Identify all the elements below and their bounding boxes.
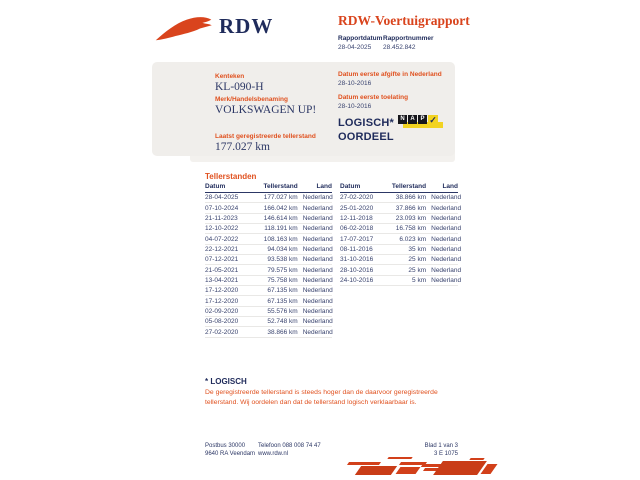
table-row [205, 317, 332, 327]
date-cell: 25-01-2020 [340, 204, 374, 212]
table-row [205, 307, 332, 317]
land-cell: Nederland [302, 307, 333, 315]
land-cell: Nederland [302, 214, 333, 222]
nap-logo [398, 115, 446, 133]
eerste-afgifte-value: 28-10-2016 [338, 80, 372, 87]
stripe [355, 466, 397, 475]
km-cell: 108.163 km [263, 235, 298, 243]
date-cell: 04-07-2022 [205, 235, 239, 243]
col-header-tellerstand: Tellerstand [263, 183, 298, 190]
table-row [340, 214, 462, 224]
stripe [396, 467, 421, 474]
table-row [205, 224, 332, 234]
land-cell: Nederland [302, 287, 333, 295]
km-cell: 6.023 km [399, 235, 427, 243]
report-number-value: 28.452.842 [383, 44, 416, 51]
nap-check-icon: ✓ [429, 115, 437, 125]
km-cell: 67.135 km [267, 297, 298, 305]
date-cell: 17-12-2020 [205, 287, 239, 295]
merk-label: Merk/Handelsbenaming [215, 96, 288, 103]
table-row [205, 193, 332, 203]
km-cell: 38.866 km [395, 194, 427, 202]
km-cell: 79.575 km [267, 266, 298, 274]
date-cell: 07-12-2021 [205, 256, 239, 264]
footer-form-code: 3 E 1075 [433, 451, 458, 457]
nap-letter-a: A [408, 115, 417, 124]
date-cell: 28-04-2025 [205, 194, 239, 202]
km-cell: 166.042 km [263, 204, 298, 212]
date-cell: 27-02-2020 [205, 328, 239, 336]
date-cell: 31-10-2016 [340, 256, 374, 264]
land-cell: Nederland [302, 225, 333, 233]
land-cell: Nederland [431, 204, 462, 212]
table-row [340, 234, 462, 244]
land-cell: Nederland [302, 204, 333, 212]
km-cell: 146.614 km [263, 214, 298, 222]
km-cell: 25 km [408, 266, 427, 274]
land-cell: Nederland [302, 318, 333, 326]
land-cell: Nederland [302, 256, 333, 264]
table-row [205, 203, 332, 213]
nap-letter-n: N [398, 115, 407, 124]
land-cell: Nederland [431, 225, 462, 233]
table-row [205, 245, 332, 255]
col-header-datum: Datum [205, 183, 226, 190]
table-header-row [340, 183, 458, 193]
eerste-toelating-label: Datum eerste toelating [338, 94, 409, 101]
date-cell: 12-10-2022 [205, 225, 239, 233]
stripe [433, 461, 487, 475]
km-cell: 52.748 km [267, 318, 298, 326]
land-cell: Nederland [431, 194, 462, 202]
land-cell: Nederland [302, 297, 333, 305]
tellerstand-table-left [205, 183, 332, 338]
table-row [205, 276, 332, 286]
eerste-afgifte-label: Datum eerste afgifte in Nederland [338, 71, 442, 78]
table-row [205, 265, 332, 275]
stripe [387, 457, 412, 459]
footer-wing-graphic [338, 452, 640, 480]
land-cell: Nederland [302, 235, 333, 243]
land-cell: Nederland [431, 256, 462, 264]
date-cell: 27-02-2020 [340, 194, 374, 202]
land-cell: Nederland [431, 266, 462, 274]
nap-letter-p: P [418, 115, 427, 124]
land-cell: Nederland [302, 328, 333, 336]
date-cell: 17-12-2020 [205, 297, 239, 305]
land-cell: Nederland [302, 245, 333, 253]
table-body [340, 193, 462, 286]
table-row [205, 286, 332, 296]
land-cell: Nederland [431, 245, 462, 253]
km-cell: 38.866 km [267, 328, 298, 336]
table-row [205, 234, 332, 244]
km-cell: 118.191 km [264, 225, 298, 233]
table-body [205, 193, 332, 338]
date-cell: 06-02-2018 [340, 225, 374, 233]
km-cell: 5 km [412, 276, 427, 284]
footer-address [205, 442, 255, 458]
date-cell: 28-10-2016 [340, 266, 374, 274]
land-cell: Nederland [302, 194, 333, 202]
date-cell: 02-09-2020 [205, 307, 239, 315]
km-cell: 75.758 km [267, 276, 298, 284]
tellerstand-table-right [340, 183, 462, 286]
date-cell: 22-12-2021 [205, 245, 239, 253]
oordeel-line2: OORDEEL [338, 131, 394, 143]
oordeel-line1: LOGISCH* [338, 117, 394, 129]
km-cell: 16.758 km [395, 225, 427, 233]
rdw-logo [153, 13, 273, 45]
date-cell: 12-11-2018 [340, 214, 373, 222]
vehicle-info-box [152, 62, 455, 156]
footer-address-line1: Postbus 30000 [205, 443, 246, 449]
table-row [205, 214, 332, 224]
land-cell: Nederland [431, 235, 462, 243]
merk-value: VOLKSWAGEN UP! [215, 104, 317, 116]
logisch-heading: * LOGISCH [205, 377, 247, 386]
footer-contact [258, 442, 321, 458]
table-row [340, 276, 462, 286]
date-cell: 08-11-2016 [340, 245, 373, 253]
col-header-land: Land [316, 183, 332, 190]
date-cell: 07-10-2024 [205, 204, 239, 212]
date-cell: 21-11-2023 [205, 214, 238, 222]
rdw-wing-icon [153, 13, 215, 45]
km-cell: 177.027 km [263, 194, 298, 202]
table-row [340, 265, 462, 275]
footer-phone: Telefoon 088 008 74 47 [258, 443, 321, 449]
logisch-text: De geregistreerde tellerstand is steeds hoger dan de daarvoor geregistreerde tellerstand. Wij oordelen dan dat de tellerstand logisch verklaarbaar is. [205, 389, 438, 406]
rdw-logo-text: RDW [219, 13, 274, 38]
table-header-row [205, 183, 332, 193]
km-cell: 93.538 km [267, 256, 298, 264]
date-cell: 24-10-2016 [340, 276, 374, 284]
land-cell: Nederland [431, 276, 462, 284]
report-date-label: Rapportdatum [338, 35, 383, 42]
land-cell: Nederland [431, 214, 462, 222]
table-row [340, 193, 462, 203]
report-number-label: Rapportnummer [383, 35, 434, 42]
land-cell: Nederland [302, 276, 333, 284]
km-cell: 35 km [408, 245, 427, 253]
eerste-toelating-value: 28-10-2016 [338, 103, 372, 110]
stripe [469, 458, 484, 460]
stripe [347, 462, 381, 465]
date-cell: 21-05-2021 [205, 266, 239, 274]
report-date-value: 28-04-2025 [338, 44, 372, 51]
table-row [205, 296, 332, 306]
km-cell: 23.093 km [395, 214, 427, 222]
table-row [340, 203, 462, 213]
footer-address-line2: 9640 RA Veendam [205, 451, 256, 457]
col-header-land: Land [442, 183, 458, 190]
report-title: RDW-Voertuigrapport [338, 13, 470, 28]
kenteken-label: Kenteken [215, 73, 245, 80]
table-row [340, 245, 462, 255]
table-row [205, 327, 332, 337]
km-cell: 94.034 km [267, 245, 298, 253]
table-row [340, 255, 462, 265]
col-header-tellerstand: Tellerstand [391, 183, 427, 190]
km-cell: 55.576 km [267, 307, 298, 315]
kenteken-value: KL-090-H [215, 81, 264, 93]
km-cell: 67.135 km [267, 287, 298, 295]
footer-page-number: Blad 1 van 3 [424, 443, 458, 449]
footer-website[interactable]: www.rdw.nl [258, 451, 289, 457]
tellerstanden-heading: Tellerstanden [205, 172, 257, 181]
table-row [205, 255, 332, 265]
table-row [340, 224, 462, 234]
date-cell: 05-08-2020 [205, 318, 239, 326]
date-cell: 17-07-2017 [340, 235, 374, 243]
land-cell: Nederland [302, 266, 333, 274]
laatste-tellerstand-label: Laatst geregistreerde tellerstand [215, 133, 316, 140]
km-cell: 37.866 km [395, 204, 427, 212]
km-cell: 25 km [408, 256, 427, 264]
col-header-datum: Datum [340, 183, 361, 190]
laatste-tellerstand-value: 177.027 km [215, 141, 270, 153]
date-cell: 13-04-2021 [205, 276, 239, 284]
